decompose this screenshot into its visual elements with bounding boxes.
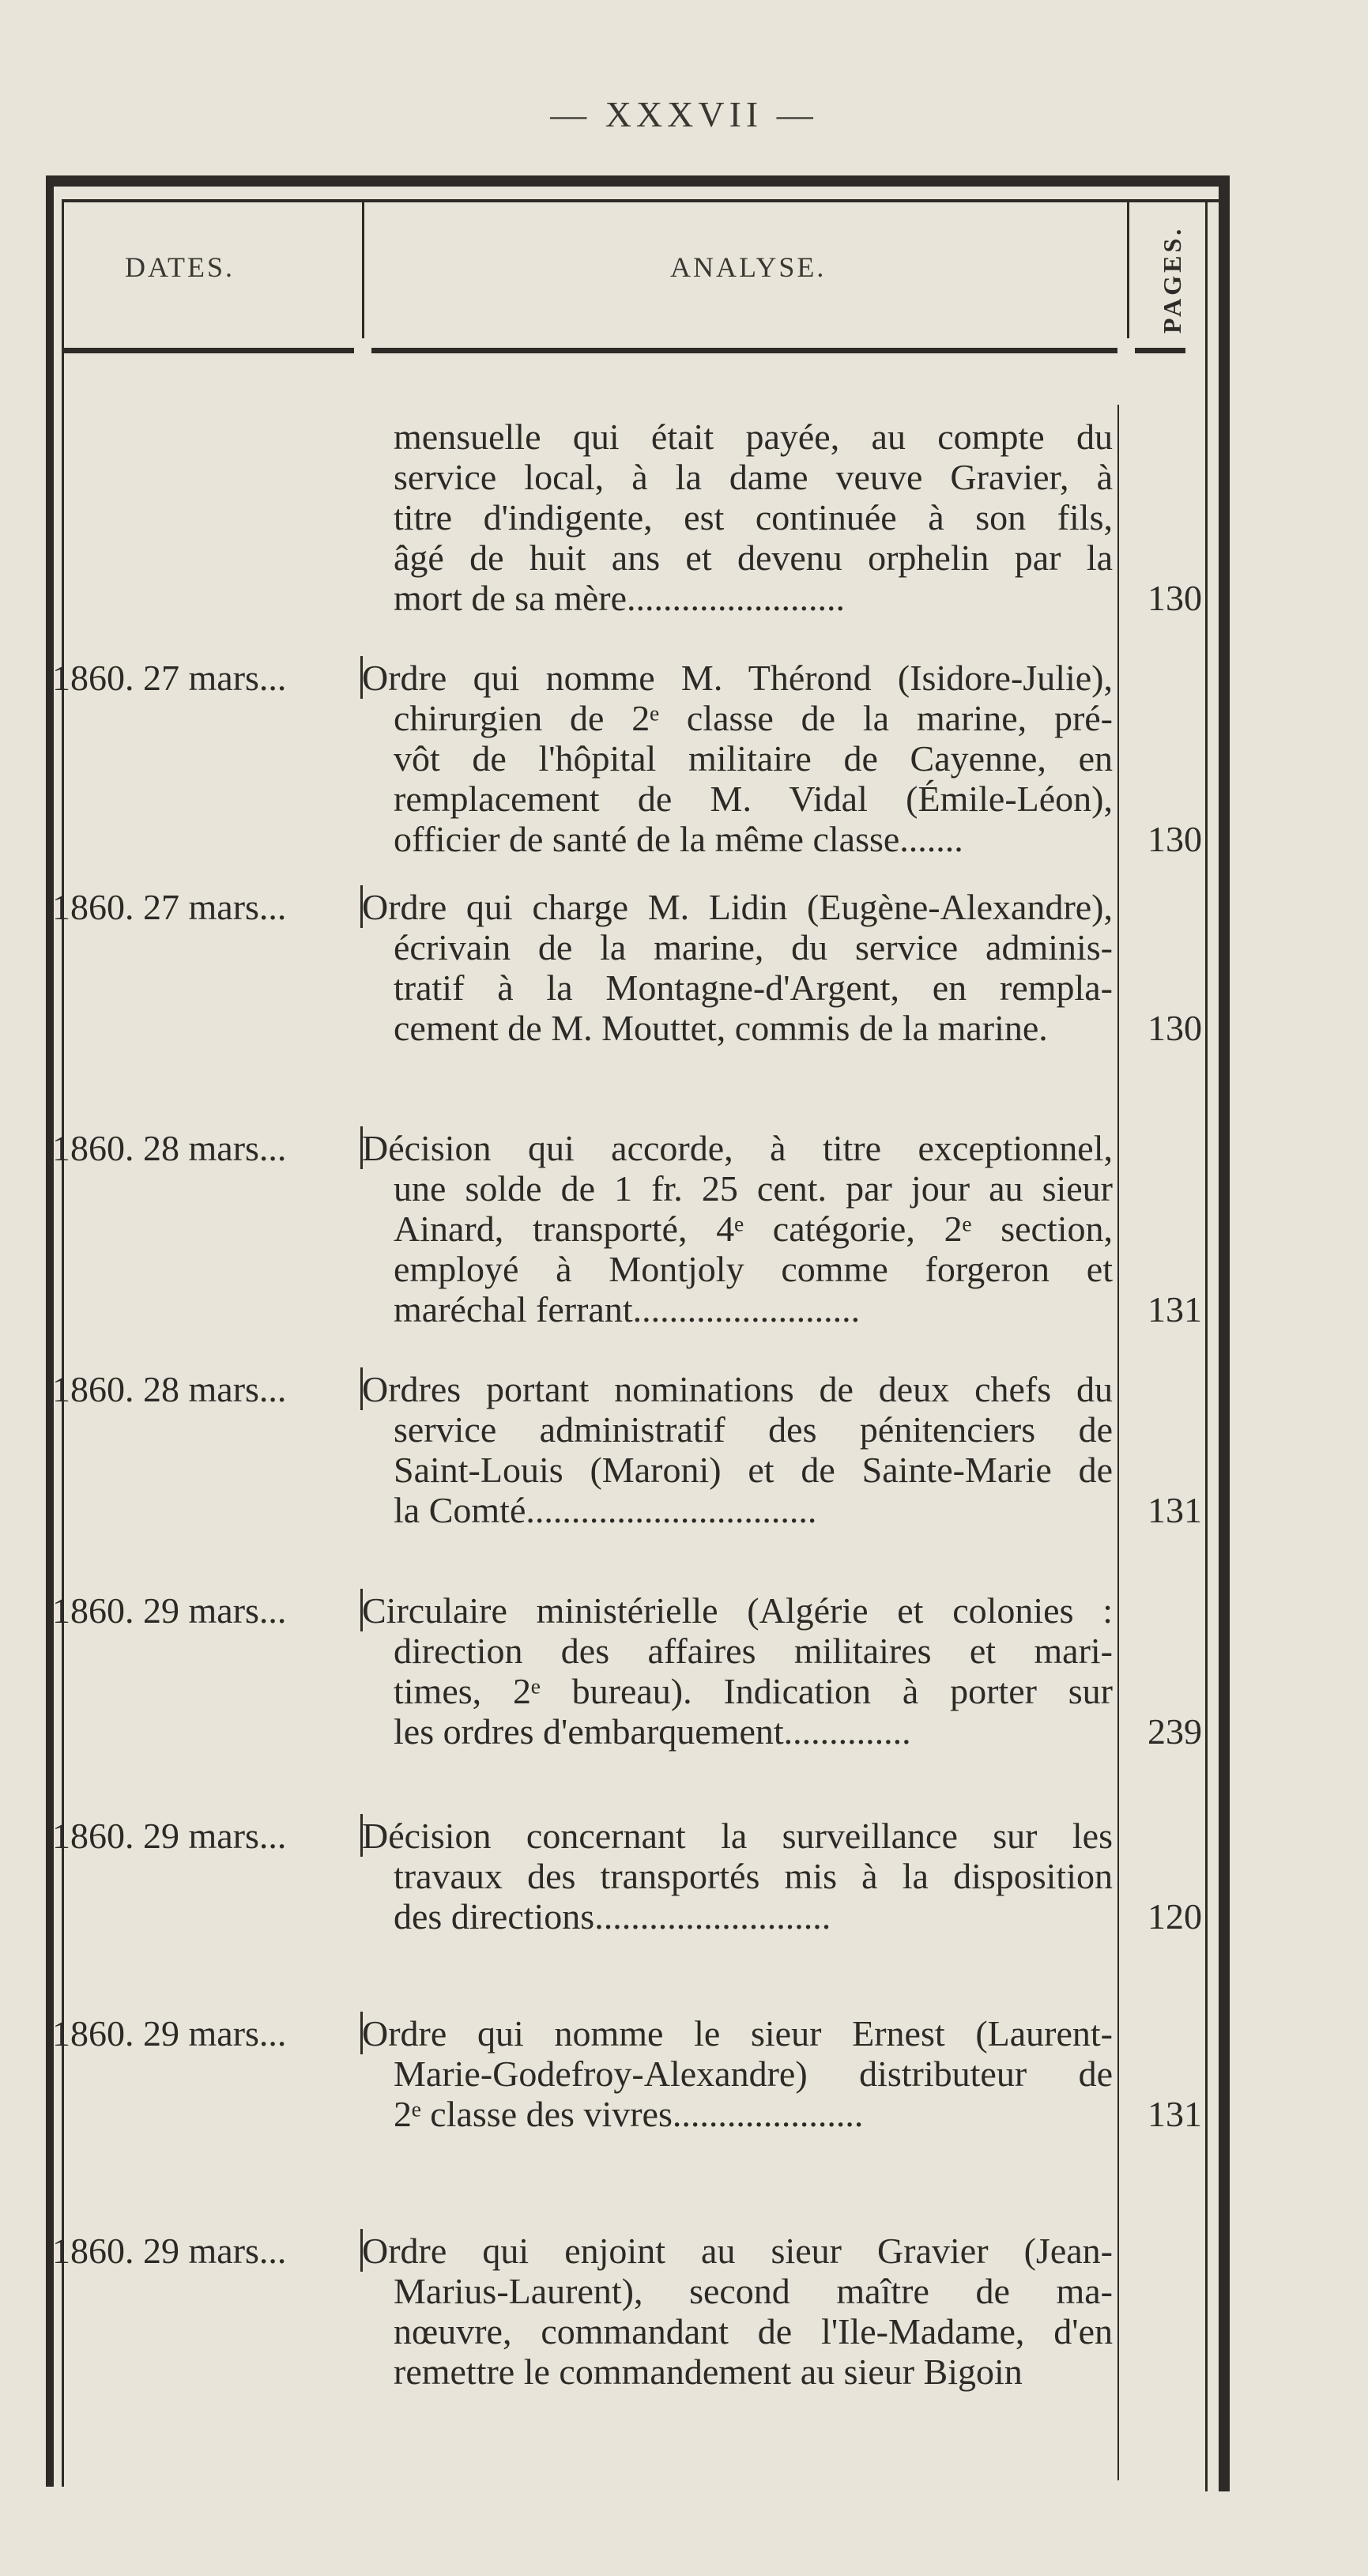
entry-page-number: 130 bbox=[1148, 819, 1202, 859]
entry-analysis-line: remplacement de M. Vidal (Émile-Léon), bbox=[394, 779, 1113, 819]
entry-analysis-line: service administratif des pénitenciers de bbox=[394, 1409, 1113, 1450]
entry-date: 1860. 28 mars... bbox=[52, 1369, 287, 1409]
entry-analysis-line: mort de sa mère........................ bbox=[394, 578, 846, 618]
entry-analysis bbox=[362, 1369, 1113, 1530]
page-header: — XXXVII — bbox=[550, 94, 818, 134]
entry-page-number: 131 bbox=[1148, 1289, 1202, 1329]
entry-analysis-line: remettre le commandement au sieur Bigoin bbox=[394, 2352, 1023, 2392]
header-separator-dates bbox=[362, 199, 364, 338]
entry-analysis-line: employé à Montjoly comme forgeron et bbox=[394, 1249, 1113, 1289]
table-inner-right-border bbox=[1205, 199, 1208, 2491]
header-rule-analyse bbox=[371, 348, 1117, 353]
entry-date: 1860. 28 mars... bbox=[52, 1128, 287, 1168]
entry-analysis bbox=[362, 1128, 1113, 1329]
entry-page-number: 120 bbox=[1148, 1896, 1202, 1937]
entry-analysis bbox=[362, 417, 1113, 618]
entry-analysis-line: Décision qui accorde, à titre exceptionnel, bbox=[362, 1128, 1113, 1168]
entry-analysis-line: Marius-Laurent), second maître de ma- bbox=[394, 2271, 1113, 2311]
entry-page-number: 131 bbox=[1148, 1490, 1202, 1530]
entry-analysis-line: travaux des transportés mis à la disposition bbox=[394, 1856, 1113, 1896]
entry-analysis-line: titre d'indigente, est continuée à son fils, bbox=[394, 497, 1113, 537]
entry-analysis-line: Ordres portant nominations de deux chefs du bbox=[362, 1369, 1113, 1409]
entry-analysis bbox=[362, 887, 1113, 1048]
entry-analysis-line: la Comté................................ bbox=[394, 1490, 817, 1530]
entry-analysis-line: les ordres d'embarquement.............. bbox=[394, 1711, 911, 1752]
header-separator-pages bbox=[1127, 199, 1129, 338]
table-top-border bbox=[46, 175, 1230, 187]
entry-date: 1860. 29 mars... bbox=[52, 1816, 287, 1856]
entry-analysis-line: vôt de l'hôpital militaire de Cayenne, en bbox=[394, 738, 1113, 779]
table-left-border bbox=[46, 175, 54, 2487]
entry-analysis-line: Saint-Louis (Maroni) et de Sainte-Marie de bbox=[394, 1450, 1113, 1490]
entry-analysis-line: Ordre qui enjoint au sieur Gravier (Jean- bbox=[362, 2231, 1113, 2271]
header-rule-pages bbox=[1135, 348, 1185, 353]
entry-analysis bbox=[362, 1816, 1113, 1937]
entry-analysis-line: officier de santé de la même classe....... bbox=[394, 819, 963, 859]
entry-analysis-line: tratif à la Montagne-d'Argent, en rempla- bbox=[394, 967, 1113, 1008]
entry-date: 1860. 29 mars... bbox=[52, 2013, 287, 2054]
column-header-pages: PAGES. bbox=[1158, 225, 1186, 334]
entry-date: 1860. 29 mars... bbox=[52, 1590, 287, 1631]
entry-page-number: 131 bbox=[1148, 2094, 1202, 2134]
entry-analysis-line: Marie-Godefroy-Alexandre) distributeur de bbox=[394, 2054, 1113, 2094]
entry-analysis-line: Ordre qui charge M. Lidin (Eugène-Alexandre), bbox=[362, 887, 1113, 927]
entry-analysis-line: Ordre qui nomme M. Thérond (Isidore-Julie), bbox=[362, 658, 1113, 698]
entry-analysis-line: une solde de 1 fr. 25 cent. par jour au sieur bbox=[394, 1168, 1113, 1209]
entry-analysis-line: âgé de huit ans et devenu orphelin par la bbox=[394, 537, 1113, 578]
entry-analysis-line: Circulaire ministérielle (Algérie et colonies : bbox=[362, 1590, 1113, 1631]
entry-page-number: 130 bbox=[1148, 1008, 1202, 1048]
entry-page-number: 130 bbox=[1148, 578, 1202, 618]
entry-analysis-line: Ordre qui nomme le sieur Ernest (Laurent- bbox=[362, 2013, 1113, 2054]
column-header-dates: DATES. bbox=[125, 251, 236, 283]
index-table bbox=[46, 175, 1230, 2491]
entry-page-number: 239 bbox=[1148, 1711, 1202, 1752]
entry-analysis-line: écrivain de la marine, du service adminis- bbox=[394, 927, 1113, 967]
table-right-border bbox=[1219, 175, 1230, 2491]
entry-analysis bbox=[362, 658, 1113, 859]
entry-date: 1860. 27 mars... bbox=[52, 658, 287, 698]
entry-analysis-line: mensuelle qui était payée, au compte du bbox=[394, 417, 1113, 457]
table-inner-top-border bbox=[63, 199, 1230, 202]
entry-analysis bbox=[362, 2013, 1113, 2134]
entry-analysis-line: nœuvre, commandant de l'Ile-Madame, d'en bbox=[394, 2311, 1113, 2352]
entry-analysis bbox=[362, 1590, 1113, 1752]
entry-analysis-line: direction des affaires militaires et mari- bbox=[394, 1631, 1113, 1671]
entry-analysis-line: service local, à la dame veuve Gravier, à bbox=[394, 457, 1113, 497]
entry-analysis bbox=[362, 2231, 1113, 2392]
column-header-analyse: ANALYSE. bbox=[670, 251, 827, 283]
entry-analysis-line: 2ᵉ classe des vivres..................... bbox=[394, 2094, 864, 2134]
entry-analysis-line: times, 2ᵉ bureau). Indication à porter sur bbox=[394, 1671, 1113, 1711]
header-rule-dates bbox=[63, 348, 354, 353]
entry-date: 1860. 27 mars... bbox=[52, 887, 287, 927]
entry-analysis-line: cement de M. Mouttet, commis de la marine. bbox=[394, 1008, 1048, 1048]
table-inner-left-border bbox=[62, 199, 64, 2487]
pages-column-rule bbox=[1117, 405, 1119, 2480]
entry-analysis-line: des directions.......................... bbox=[394, 1896, 831, 1937]
entry-analysis-line: chirurgien de 2ᵉ classe de la marine, pré- bbox=[394, 698, 1113, 738]
entry-analysis-line: Décision concernant la surveillance sur les bbox=[362, 1816, 1113, 1856]
entry-analysis-line: Ainard, transporté, 4ᵉ catégorie, 2ᵉ section, bbox=[394, 1209, 1113, 1249]
entry-date: 1860. 29 mars... bbox=[52, 2231, 287, 2271]
entry-analysis-line: maréchal ferrant......................... bbox=[394, 1289, 861, 1329]
